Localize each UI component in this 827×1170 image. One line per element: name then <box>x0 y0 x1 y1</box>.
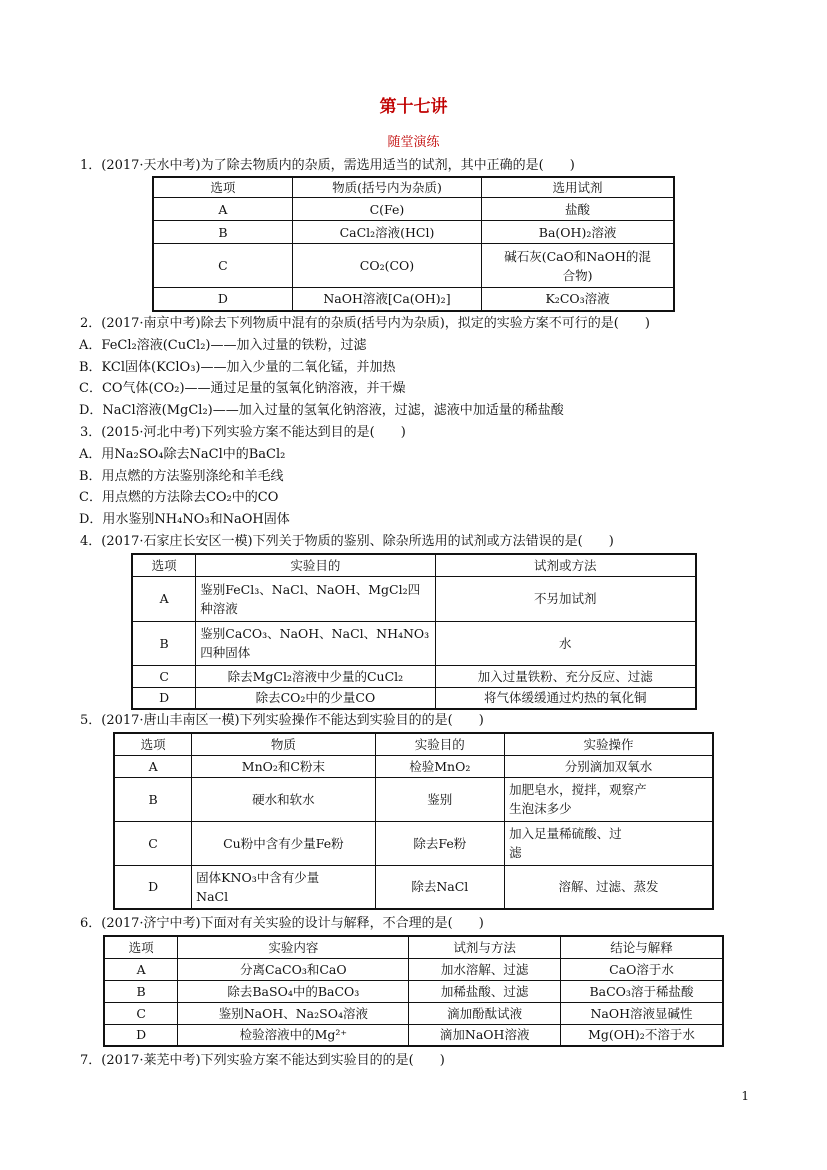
table-cell: B <box>132 621 196 665</box>
table-cell: D <box>114 865 192 909</box>
table-cell: Ba(OH)₂溶液 <box>482 221 674 244</box>
table-cell: Mg(OH)₂不溶于水 <box>560 1024 723 1046</box>
option-d: D．NaCl溶液(MgCl₂)——加入过量的氢氧化钠溶液，过滤，滤液中加适量的稀盐酸 <box>79 403 564 418</box>
table-cell: 盐酸 <box>482 198 674 221</box>
table-cell: D <box>104 1024 178 1046</box>
table-row <box>114 777 713 821</box>
table-cell: 检验溶液中的Mg²⁺ <box>178 1024 409 1046</box>
table-cell: A <box>153 198 292 221</box>
table-row <box>132 665 696 687</box>
table-cell: D <box>153 288 292 311</box>
header-cell: 试剂或方法 <box>435 554 696 576</box>
table-cell: CO₂(CO) <box>292 244 481 288</box>
question-4: 4．(2017·石家庄长安区一模)下列关于物质的鉴别、除杂所选用的试剂或方法错误的是( ) <box>80 534 614 549</box>
table-cell: CaCl₂溶液(HCl) <box>292 221 481 244</box>
header-cell: 选项 <box>132 554 196 576</box>
table-row <box>114 821 713 865</box>
option-a: A．用Na₂SO₄除去NaCl中的BaCl₂ <box>79 447 286 462</box>
table-row <box>104 1024 723 1046</box>
page-title: 第十七讲 <box>379 97 448 117</box>
table-cell: 不另加试剂 <box>435 576 696 621</box>
table-cell: B <box>153 221 292 244</box>
question-1: 1．(2017·天水中考)为了除去物质内的杂质，需选用适当的试剂，其中正确的是( ) <box>80 158 575 173</box>
table-cell: A <box>114 755 192 777</box>
table-cell: MnO₂和C粉末 <box>192 755 375 777</box>
table-cell: 加入过量铁粉、充分反应、过滤 <box>435 665 696 687</box>
page-subtitle: 随堂演练 <box>387 135 440 150</box>
table-cell: 鉴别 <box>375 777 505 821</box>
table-cell: CaO溶于水 <box>560 958 723 980</box>
header-cell: 实验内容 <box>178 936 409 958</box>
table-cell: Cu粉中含有少量Fe粉 <box>192 821 375 865</box>
table-row <box>104 1002 723 1024</box>
table-cell: 碱石灰(CaO和NaOH的混合物) <box>482 244 674 288</box>
table-cell: 将气体缓缓通过灼热的氧化铜 <box>435 687 696 709</box>
header-cell: 选用试剂 <box>482 177 674 198</box>
table-row <box>153 221 674 244</box>
question-5: 5．(2017·唐山丰南区一模)下列实验操作不能达到实验目的的是( ) <box>80 713 484 728</box>
table-row <box>153 288 674 311</box>
header-cell: 实验目的 <box>375 733 505 755</box>
header-cell: 选项 <box>153 177 292 198</box>
table-row <box>153 244 674 288</box>
table-cell: 硬水和软水 <box>192 777 375 821</box>
table-cell: 除去BaSO₄中的BaCO₃ <box>178 980 409 1002</box>
option-b: B．KCl固体(KClO₃)——加入少量的二氧化锰，并加热 <box>79 360 396 375</box>
header-cell: 物质(括号内为杂质) <box>292 177 481 198</box>
question-3: 3．(2015·河北中考)下列实验方案不能达到目的是( ) <box>80 425 406 440</box>
table-cell: 鉴别NaOH、Na₂SO₄溶液 <box>178 1002 409 1024</box>
table-cell: 水 <box>435 621 696 665</box>
table-cell: 滴加酚酞试液 <box>409 1002 561 1024</box>
table-cell: 滴加NaOH溶液 <box>409 1024 561 1046</box>
table-cell: B <box>104 980 178 1002</box>
table-header <box>153 177 674 198</box>
table-cell: C <box>132 665 196 687</box>
table-cell: A <box>132 576 196 621</box>
table-q1 <box>152 176 675 312</box>
table-cell: 加入足量稀硫酸、过滤 <box>505 821 713 865</box>
table-header <box>114 733 713 755</box>
table-cell: 溶解、过滤、蒸发 <box>505 865 713 909</box>
table-cell: C <box>114 821 192 865</box>
table-cell: 分别滴加双氧水 <box>505 755 713 777</box>
table-cell: 除去NaCl <box>375 865 505 909</box>
option-c: C．用点燃的方法除去CO₂中的CO <box>79 490 279 505</box>
option-a: A．FeCl₂溶液(CuCl₂)——加入过量的铁粉，过滤 <box>79 338 367 353</box>
question-6: 6．(2017·济宁中考)下面对有关实验的设计与解释，不合理的是( ) <box>80 916 484 931</box>
header-cell: 选项 <box>114 733 192 755</box>
header-cell: 实验操作 <box>505 733 713 755</box>
table-cell: 除去Fe粉 <box>375 821 505 865</box>
table-cell: BaCO₃溶于稀盐酸 <box>560 980 723 1002</box>
table-q4 <box>131 553 697 710</box>
table-cell: 鉴别FeCl₃、NaCl、NaOH、MgCl₂四种溶液 <box>196 576 435 621</box>
table-cell: C <box>104 1002 178 1024</box>
table-header <box>104 936 723 958</box>
table-header <box>132 554 696 576</box>
header-cell: 物质 <box>192 733 375 755</box>
table-q6 <box>103 935 724 1047</box>
table-cell: 除去MgCl₂溶液中少量的CuCl₂ <box>196 665 435 687</box>
table-row <box>132 576 696 621</box>
table-row <box>132 687 696 709</box>
option-c: C．CO气体(CO₂)——通过足量的氢氧化钠溶液，并干燥 <box>79 381 406 396</box>
table-cell: 鉴别CaCO₃、NaOH、NaCl、NH₄NO₃四种固体 <box>196 621 435 665</box>
table-cell: 检验MnO₂ <box>375 755 505 777</box>
table-row <box>104 958 723 980</box>
table-cell: A <box>104 958 178 980</box>
option-b: B．用点燃的方法鉴别涤纶和羊毛线 <box>79 469 284 484</box>
table-cell: B <box>114 777 192 821</box>
table-cell: 加肥皂水，搅拌，观察产生泡沫多少 <box>505 777 713 821</box>
table-cell: NaOH溶液[Ca(OH)₂] <box>292 288 481 311</box>
table-row <box>114 865 713 909</box>
page-number: 1 <box>741 1089 749 1103</box>
table-cell: C <box>153 244 292 288</box>
header-cell: 选项 <box>104 936 178 958</box>
table-cell: 分离CaCO₃和CaO <box>178 958 409 980</box>
table-cell: K₂CO₃溶液 <box>482 288 674 311</box>
option-d: D．用水鉴别NH₄NO₃和NaOH固体 <box>79 512 290 527</box>
table-q5 <box>113 732 714 910</box>
table-cell: NaOH溶液显碱性 <box>560 1002 723 1024</box>
table-cell: 除去CO₂中的少量CO <box>196 687 435 709</box>
table-cell: D <box>132 687 196 709</box>
table-row <box>114 755 713 777</box>
header-cell: 试剂与方法 <box>409 936 561 958</box>
question-2: 2．(2017·南京中考)除去下列物质中混有的杂质(括号内为杂质)，拟定的实验方案不可行的是( ) <box>80 316 650 331</box>
header-cell: 实验目的 <box>196 554 435 576</box>
table-row <box>132 621 696 665</box>
header-cell: 结论与解释 <box>560 936 723 958</box>
table-row <box>104 980 723 1002</box>
question-7: 7．(2017·莱芜中考)下列实验方案不能达到实验目的的是( ) <box>80 1053 445 1068</box>
table-cell: 加稀盐酸、过滤 <box>409 980 561 1002</box>
table-cell: C(Fe) <box>292 198 481 221</box>
table-cell: 固体KNO₃中含有少量NaCl <box>192 865 375 909</box>
table-row <box>153 198 674 221</box>
table-cell: 加水溶解、过滤 <box>409 958 561 980</box>
